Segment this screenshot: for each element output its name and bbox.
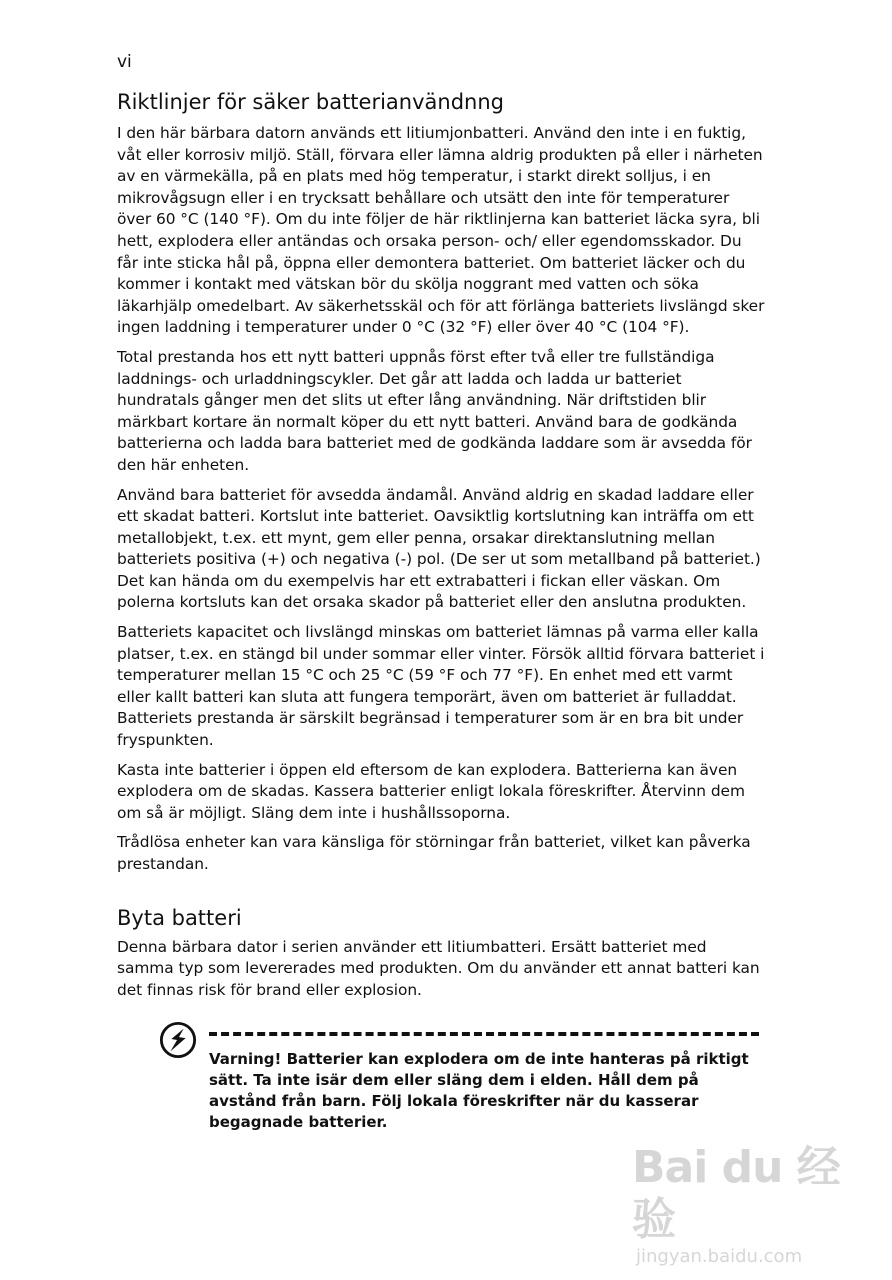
paragraph: Använd bara batteriet för avsedda ändamål. Använd aldrig en skadad laddare eller ett skadat batteri. Kortslut inte batteriet. Oavsiktlig kortslutning kan inträffa om ett metallobjekt, t.ex. ett mynt, gem eller penna, orsakar direktanslutning mellan batteriets positiva (+) och negativa (-) pol. (De ser ut som metallband på batteriet.) Det kan hända om du exempelvis har ett extrabatteri i fickan eller väskan. Om polerna kortsluts kan det orsaka skador på batteriet eller den anslutna produkten. — [117, 485, 761, 612]
section-title-replace-battery: Byta batteri — [117, 905, 242, 930]
paragraph: Batteriets kapacitet och livslängd minskas om batteriet lämnas på varma eller kalla platser, t.ex. en stängd bil under sommar eller vinter. Försök alltid förvara batteriet i temperaturer mellan 15 °C och 25 °C (59 °F och 77 °F). En enhet med ett varmt eller kallt batteri kan sluta att fungera temporärt, även om batteriet är fulladdat. Batteriets prestanda är särskilt begränsad i temperaturer som är en bra bit under fryspunkten. — [117, 623, 765, 750]
paragraph: I den här bärbara datorn används ett litiumjonbatteri. Använd den inte i en fuktig, våt eller korrosiv miljö. Ställ, förvara eller lämna aldrig produkten på eller i närheten av en värmekälla, på en plats med hög temperatur, i starkt direkt solljus, i en mikrovågsugn eller i en trycksatt behållare och utsätt den inte för temperaturer över 60 °C (140 °F). Om du inte följer de här riktlinjerna kan batteriet läcka syra, bli hett, explodera eller antändas och orsaka person- och/ eller egendomsskador. Du får inte sticka hål på, öppna eller demontera batteriet. Om batteriet läcker och du kommer i kontakt med vätskan bör du skölja noggrant med vatten och söka läkarhjälp omedelbart. Av säkerhetsskäl och för att förlänga batteriets livslängd sker ingen laddning i temperaturer under 0 °C (32 °F) eller över 40 °C (104 °F). — [117, 124, 765, 337]
section-title-battery-guidelines: Riktlinjer för säker batterianvändnng — [117, 90, 504, 114]
lightning-warning-icon — [159, 1021, 197, 1059]
page-number: vi — [117, 52, 132, 72]
watermark — [632, 1142, 842, 1267]
warning-box — [159, 1021, 759, 1133]
paragraph: Trådlösa enheter kan vara känsliga för störningar från batteriet, vilket kan påverka prestandan. — [117, 833, 751, 873]
paragraph: Kasta inte batterier i öppen eld eftersom de kan explodera. Batterierna kan även explodera om de skadas. Kassera batterier enligt lokala föreskrifter. Återvinn dem om så är möjligt. Släng dem inte i hushållssoporna. — [117, 760, 745, 822]
watermark-logo: Bai du 经验 — [632, 1142, 840, 1245]
watermark-url: jingyan.baidu.com — [636, 1246, 803, 1267]
dashed-divider — [209, 1032, 759, 1036]
paragraph: Total prestanda hos ett nytt batteri uppnås först efter två eller tre fullständiga laddnings- och urladdningscykler. Det går att ladda och ladda ur batteriet hundratals gånger men det slits ut efter lång användning. När driftstiden blir märkbart kortare än normalt köper du ett nytt batteri. Använd bara de godkända batterierna och ladda bara batteriet med de godkända laddare som är avsedda för den här enheten. — [117, 347, 752, 474]
document-page — [117, 50, 767, 1133]
warning-text: Varning! Batterier kan explodera om de inte hanteras på riktigt sätt. Ta inte isär dem eller släng dem i elden. Håll dem på avstånd från barn. Följ lokala föreskrifter när du kasserar begagnade batterier. — [209, 1050, 749, 1132]
paragraph: Denna bärbara dator i serien använder ett litiumbatteri. Ersätt batteriet med samma typ som levererades med produkten. Om du använder ett annat batteri kan det finnas risk för brand eller explosion. — [117, 937, 760, 999]
